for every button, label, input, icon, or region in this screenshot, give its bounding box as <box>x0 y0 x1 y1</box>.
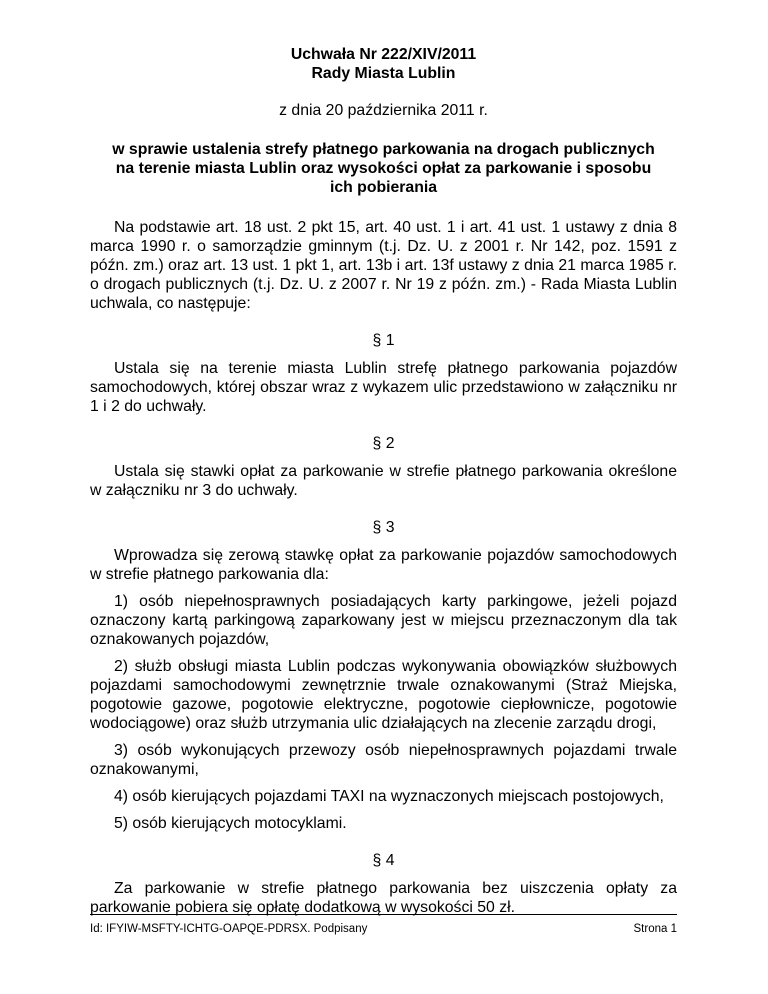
subject-line-2: na terenie miasta Lublin oraz wysokości opłat za parkowanie i sposobu <box>115 160 652 177</box>
list-item: 5) osób kierujących motocyklami. <box>114 815 347 832</box>
title-line-1: Uchwała Nr 222/XIV/2011 <box>290 46 477 63</box>
paragraph-4-text: Za parkowanie w strefie płatnego parkowania bez uiszczenia opłaty za parkowanie pobiera się opłatę dodatkową w wysokości 50 zł. <box>90 880 677 916</box>
resolution-subject <box>90 140 677 197</box>
list-item: 1) osób niepełnosprawnych posiadających karty parkingowe, jeżeli pojazd oznaczony kartą parkingową zaparkowany jest w miejscu przeznaczonym dla tak oznakowanych pojazdów, <box>90 593 677 648</box>
paragraph-2-text: Ustala się stawki opłat za parkowanie w strefie płatnego parkowania określone w załączniku nr 3 do uchwały. <box>90 463 677 499</box>
document-page <box>90 45 677 917</box>
list-item: 4) osób kierujących pojazdami TAXI na wyznaczonych miejscach postojowych, <box>114 788 664 805</box>
list-item: 3) osób wykonujących przewozy osób niepełnosprawnych pojazdami trwale oznakowanymi, <box>90 742 677 778</box>
resolution-title <box>90 45 677 83</box>
list-item: 2) służb obsługi miasta Lublin podczas wykonywania obowiązków służbowych pojazdami samochodowymi zewnętrznie trwale oznakowanymi (Straż Miejska, pogotowie gazowe, pogotowie elektryczne, pogotowie ciepłownicze, pogotowie wodociągowe) oraz służb utrzymania ulic działających na zlecenie zarządu drogi, <box>90 658 677 732</box>
paragraph-1-heading: § 1 <box>372 332 395 349</box>
subject-line-1: w sprawie ustalenia strefy płatnego parkowania na drogach publicznych <box>112 141 655 158</box>
preamble: Na podstawie art. 18 ust. 2 pkt 15, art. 40 ust. 1 i art. 41 ust. 1 ustawy z dnia 8 marca 1990 r. o samorządzie gminnym (t.j. Dz. U. z 2001 r. Nr 142, poz. 1591 z późn. zm.) oraz art. 13 ust. 1 pkt 1, art. 13b i art. 13f ustawy z dnia 21 marca 1985 r. o drogach publicznych (t.j. Dz. U. z 2007 r. Nr 19 z późn. zm.) - Rada Miasta Lublin uchwala, co następuje: <box>90 219 677 312</box>
subject-line-3: ich pobierania <box>329 179 438 196</box>
document-id: Id: IFYIW-MSFTY-ICHTG-OAPQE-PDRSX. Podpisany <box>90 923 368 935</box>
title-line-2: Rady Miasta Lublin <box>311 65 456 82</box>
paragraph-4-heading: § 4 <box>372 852 395 869</box>
resolution-date: z dnia 20 października 2011 r. <box>279 102 488 119</box>
paragraph-2-heading: § 2 <box>372 435 395 452</box>
page-number: Strona 1 <box>633 923 677 935</box>
paragraph-1-text: Ustala się na terenie miasta Lublin strefę płatnego parkowania pojazdów samochodowych, której obszar wraz z wykazem ulic przedstawiono w załączniku nr 1 i 2 do uchwały. <box>90 360 677 415</box>
paragraph-3-text: Wprowadza się zerową stawkę opłat za parkowanie pojazdów samochodowych w strefie płatnego parkowania dla: <box>90 547 677 583</box>
paragraph-3-heading: § 3 <box>372 519 395 536</box>
page-footer <box>90 914 677 936</box>
